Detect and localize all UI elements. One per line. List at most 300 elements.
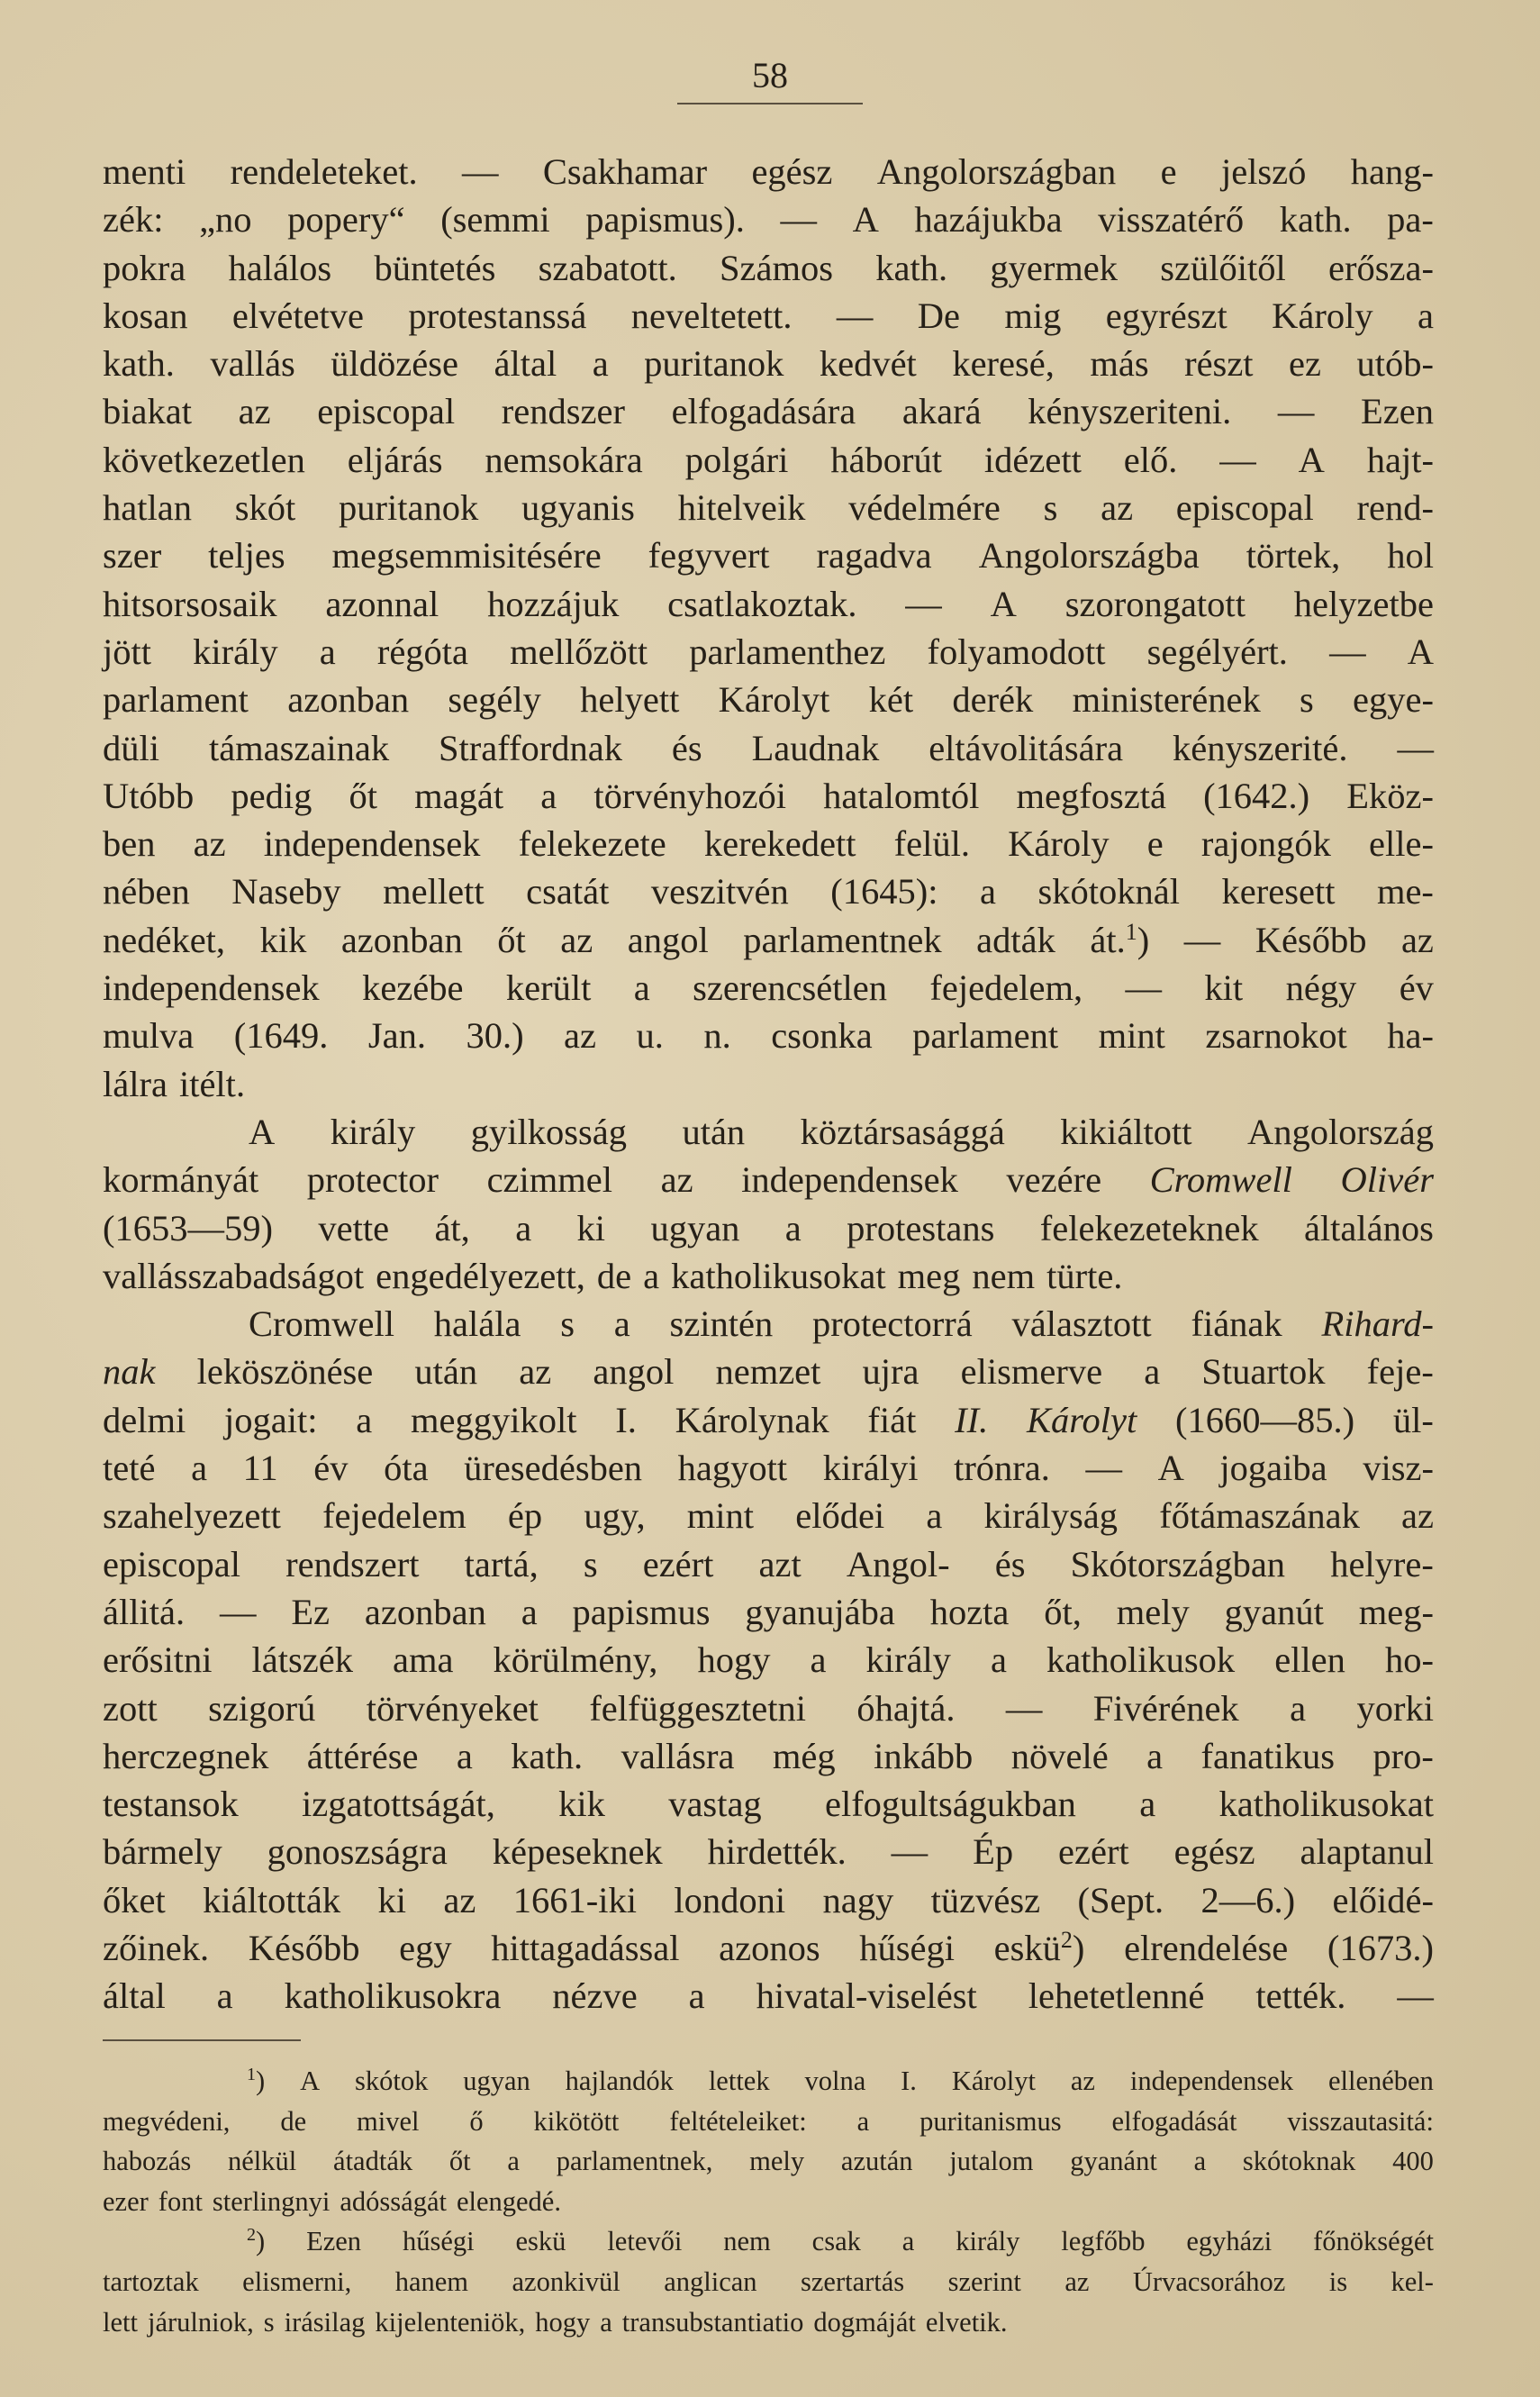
word (384, 1444, 428, 1492)
text-run: Angolországban (876, 151, 1117, 192)
word (926, 2302, 1008, 2343)
word (506, 964, 591, 1012)
text-line (103, 820, 1434, 867)
text-run: I. (901, 2066, 917, 2096)
text-run: mint (686, 1495, 755, 1537)
text-run: keresett (1221, 871, 1336, 912)
word (103, 1156, 258, 1203)
word (440, 195, 549, 243)
text-run: törvényhozói (593, 775, 787, 816)
word (723, 2221, 771, 2262)
footnote-rule (103, 2039, 301, 2041)
text-run: járulniok, (147, 2306, 254, 2338)
word (487, 580, 619, 628)
text-run: ministerének (1072, 679, 1261, 721)
text-run: a (216, 1975, 233, 2017)
word (560, 1300, 575, 1348)
word (830, 867, 938, 915)
word (264, 820, 481, 867)
word (103, 1204, 273, 1252)
text-run: bármely (103, 1831, 222, 1873)
text-run: megfosztá (1016, 775, 1166, 816)
footnote-line (103, 2182, 1434, 2222)
word (894, 820, 970, 867)
text-run: e (1146, 823, 1164, 865)
text-run: Utóbb (103, 775, 195, 816)
word (751, 148, 832, 195)
word (466, 1012, 523, 1059)
word (1150, 1156, 1292, 1203)
word (874, 1732, 973, 1780)
word (1184, 340, 1253, 387)
word (650, 1204, 739, 1252)
text-line (103, 916, 1434, 964)
text-run: Úrvacsorához (1132, 2265, 1286, 2297)
text-run: után (414, 1351, 478, 1393)
word (1158, 1444, 1184, 1492)
text-run: egy (399, 1927, 452, 1968)
text-run: nak (103, 1351, 156, 1393)
word (865, 1636, 950, 1684)
text-run: király (865, 1639, 951, 1681)
word (1106, 292, 1227, 340)
footnote-marker: 2 (1060, 1926, 1073, 1953)
text-run: — (1183, 919, 1221, 960)
text-run: font (158, 2185, 203, 2217)
word (622, 2302, 804, 2343)
text-run: kiáltották (203, 1879, 341, 1920)
text-run: engedélyezett, (376, 1255, 585, 1296)
text-run: utób- (1356, 343, 1434, 385)
word (1280, 195, 1352, 243)
text-line (103, 1348, 1434, 1395)
text-run: azonnal (325, 583, 439, 624)
text-run: (Sept. (1077, 1879, 1164, 1920)
word (103, 2182, 149, 2222)
text-run: Angolországba (978, 535, 1200, 577)
text-run: visszatérő (1098, 199, 1245, 241)
text-run: választott (1011, 1303, 1152, 1345)
text-run: mulva (103, 1015, 195, 1057)
word (877, 148, 1116, 195)
text-run: az (560, 919, 593, 960)
text-run: legfőbb (1061, 2226, 1146, 2257)
text-run: — (1329, 631, 1366, 672)
text-run: királyi (822, 1448, 919, 1489)
text-run: puritanismus (919, 2105, 1062, 2137)
word (1328, 244, 1434, 292)
word (672, 724, 702, 772)
word (1294, 580, 1434, 628)
word (1201, 1732, 1335, 1780)
text-run: gyanujába (745, 1591, 895, 1632)
text-run: régóta (376, 631, 469, 672)
text-run: episcopal (1175, 487, 1314, 529)
word (552, 1972, 637, 2020)
word (224, 1396, 318, 1444)
word (847, 1204, 994, 1252)
word (103, 964, 320, 1012)
text-run: fiát (867, 1399, 917, 1440)
text-run: türte. (1046, 1255, 1123, 1296)
word (1401, 1492, 1434, 1539)
word (1008, 820, 1109, 867)
word (231, 148, 418, 195)
word (331, 1108, 415, 1156)
text-run: halálos (228, 247, 332, 288)
word (1300, 676, 1314, 723)
text-run: hagyott (677, 1448, 788, 1489)
word (1201, 820, 1331, 867)
text-run: segély (448, 679, 541, 721)
text-run: ezért (1058, 1831, 1129, 1873)
text-run: megvédeni, (103, 2105, 231, 2137)
word (1369, 820, 1434, 867)
word (823, 772, 979, 820)
text-run: akará (901, 391, 982, 432)
word (434, 1204, 469, 1252)
word (1400, 964, 1434, 1012)
text-run: óhajtá. (856, 1687, 956, 1729)
text-run: Angolország (1247, 1111, 1434, 1152)
word (103, 484, 192, 531)
word (1246, 531, 1341, 579)
word (103, 292, 188, 340)
text-run: mellőzött (510, 631, 648, 672)
word (1329, 628, 1366, 676)
word (823, 1876, 894, 1924)
word (197, 1348, 374, 1395)
text-run: helyett (580, 679, 680, 721)
text-run: köztársasággá (800, 1111, 1005, 1152)
word (280, 2102, 306, 2142)
text-line (103, 676, 1434, 723)
text-run: szer (103, 535, 162, 577)
word (1243, 2141, 1355, 2182)
text-run: A (249, 1111, 276, 1152)
word (103, 1684, 158, 1732)
text-run: elrendelése (1124, 1927, 1289, 1968)
word (1006, 1684, 1043, 1732)
word (1367, 436, 1434, 484)
text-run: „no (199, 199, 252, 241)
word (689, 1972, 705, 2020)
word (511, 1732, 583, 1780)
text-run: kényszeriteni. (1028, 391, 1232, 432)
word (103, 1588, 185, 1636)
text-run: neveltetett. (630, 295, 793, 336)
text-run: a (507, 2146, 520, 2177)
text-run: ragadva (816, 535, 932, 577)
word (661, 1156, 693, 1203)
text-run: jelszó (1220, 151, 1307, 192)
text-run: őt (349, 775, 377, 816)
text-run: hol (1387, 535, 1434, 577)
word (208, 1684, 315, 1732)
text-run: episcopal (317, 391, 456, 432)
word (1353, 676, 1434, 723)
word (103, 1444, 155, 1492)
word (1071, 2061, 1095, 2102)
word (1186, 2221, 1272, 2262)
text-run: hanem (394, 2265, 469, 2297)
text-run: teté (103, 1448, 156, 1489)
word (780, 195, 817, 243)
word (1205, 1012, 1346, 1059)
text-run: a (319, 631, 336, 672)
text-run: ő (469, 2105, 484, 2137)
text-run: kényszerité. (1173, 727, 1348, 768)
word (540, 772, 557, 820)
word (929, 724, 1123, 772)
word (671, 1252, 885, 1300)
word (434, 1300, 521, 1348)
text-run: év (1399, 967, 1434, 1009)
word (804, 2061, 865, 2102)
text-run: — (461, 151, 499, 192)
text-run: nemsokára (485, 439, 643, 480)
word (1225, 1588, 1324, 1636)
word (242, 2262, 351, 2302)
text-run: czimmel (486, 1159, 613, 1201)
word (812, 1300, 973, 1348)
text-run: egész (751, 151, 833, 192)
text-run: katholikusok (1046, 1639, 1236, 1681)
text-run: s (263, 2306, 275, 2338)
text-run: szahelyezett (103, 1495, 281, 1537)
word (1173, 724, 1348, 772)
text-run: — (1277, 391, 1315, 432)
text-run: segélyért. (1146, 631, 1288, 672)
text-run: eltávolitására (929, 727, 1124, 768)
word (317, 387, 455, 435)
text-run: őt, (1044, 1591, 1082, 1632)
text-run: independensek (741, 1159, 958, 1201)
word (984, 436, 1082, 484)
text-run: de (596, 1255, 632, 1296)
text-run: 2—6.) (1200, 1879, 1296, 1920)
word (1204, 964, 1243, 1012)
word (507, 2141, 520, 2182)
text-run: transubstantiatio (621, 2306, 804, 2338)
text-run: adósságát (340, 2185, 447, 2217)
word (857, 2102, 870, 2142)
word (249, 1924, 360, 1972)
word (235, 484, 296, 531)
word (521, 1588, 538, 1636)
word (856, 1684, 955, 1732)
text-run: üresedésben (464, 1448, 643, 1489)
word (508, 1492, 542, 1539)
text-line (103, 1060, 1434, 1108)
text-run: hajlandók (565, 2066, 674, 2096)
text-run: következetlen (103, 439, 305, 480)
text-run: nemzet (715, 1351, 821, 1393)
text-run: adták (976, 919, 1055, 960)
text-run: hatlan (103, 487, 192, 529)
text-run: independensek (103, 967, 320, 1009)
text-run: lehetetlenné (1028, 1975, 1205, 2017)
text-run: pro- (1372, 1735, 1434, 1776)
word (457, 1732, 473, 1780)
text-run: törvényeket (366, 1687, 539, 1729)
word (217, 1972, 233, 2020)
word (1300, 1828, 1434, 1875)
text-run: menti (103, 151, 186, 192)
word (287, 195, 404, 243)
word (1393, 1396, 1434, 1444)
text-line (103, 1396, 1434, 1444)
word (980, 867, 996, 915)
word (543, 148, 707, 195)
word (1046, 1252, 1122, 1300)
word (493, 1828, 663, 1875)
text-run: protectorrá (812, 1303, 973, 1345)
text-run: angol (593, 1351, 675, 1393)
text-run: a (592, 343, 609, 385)
text-run: állitá. (103, 1591, 186, 1632)
text-run: — (836, 295, 874, 336)
text-run: mely (749, 2146, 805, 2177)
word (1073, 676, 1261, 723)
text-run: zék: (103, 199, 164, 241)
word (1194, 2141, 1207, 2182)
text-run: feje- (1366, 1351, 1434, 1393)
word (1392, 2141, 1434, 2182)
text-run: ben (103, 823, 156, 865)
word (318, 1204, 389, 1252)
text-run: n. (703, 1015, 731, 1057)
text-run: popery“ (287, 199, 405, 241)
text-run: növelé (1010, 1735, 1109, 1776)
text-run: a (643, 1255, 660, 1296)
word (502, 387, 625, 435)
text-line (103, 531, 1434, 579)
text-run: kath. (511, 1735, 584, 1776)
text-run: mint (1098, 1015, 1165, 1057)
word (1028, 387, 1231, 435)
word (898, 1252, 961, 1300)
text-run: a (856, 2105, 870, 2137)
text-run: londoni (674, 1879, 786, 1920)
word (949, 2141, 1033, 2182)
text-run: után (682, 1111, 746, 1152)
word (1289, 340, 1321, 387)
word (972, 1252, 1035, 1300)
text-run: 11 (242, 1448, 278, 1489)
word (231, 867, 340, 915)
word (103, 148, 186, 195)
word (193, 628, 277, 676)
text-run: fiának (1191, 1303, 1282, 1345)
text-run: anglican (664, 2265, 757, 2297)
text-run: hatalomtól (823, 775, 980, 816)
word (991, 580, 1017, 628)
text-run: büntetés (374, 247, 496, 288)
word (664, 2262, 756, 2302)
text-run: egye- (1353, 679, 1434, 721)
word (1385, 1636, 1434, 1684)
word (948, 2262, 1021, 2302)
word (1160, 244, 1286, 292)
word (307, 1732, 419, 1780)
text-run: őt (497, 919, 526, 960)
text-run: pa- (1387, 199, 1434, 241)
text-run: feltételeiket: (669, 2105, 807, 2137)
word (375, 2302, 525, 2343)
text-run: azonos (719, 1927, 820, 1968)
text-run: (1642.) (1203, 775, 1310, 816)
text-run: ellenében (1327, 2066, 1434, 2096)
word (1147, 628, 1288, 676)
word (689, 628, 885, 676)
word (614, 1300, 630, 1348)
text-run: az (1101, 487, 1134, 529)
text-run: átadták (333, 2146, 413, 2177)
word (103, 1828, 222, 1875)
word (103, 1732, 268, 1780)
word (801, 1108, 1005, 1156)
word (1117, 1588, 1190, 1636)
text-run: nézve (552, 1975, 638, 2017)
text-run: hajt- (1366, 439, 1434, 480)
word (1064, 2262, 1089, 2302)
word (1321, 1300, 1434, 1348)
text-run: — (219, 1591, 257, 1632)
text-run: hazájukba (914, 199, 1063, 241)
word (995, 1540, 1026, 1588)
word (830, 436, 942, 484)
text-run: szorongatott (1064, 583, 1246, 624)
word (853, 195, 879, 243)
word (491, 1924, 679, 1972)
word (644, 340, 784, 387)
word (1201, 1876, 1296, 1924)
word (1304, 1204, 1434, 1252)
word (103, 1972, 166, 2020)
text-run: elengedé. (456, 2185, 561, 2217)
word (103, 1348, 155, 1395)
text-run: kath. (875, 247, 948, 288)
word (103, 195, 163, 243)
word (1006, 1156, 1101, 1203)
text-run: nélkül (228, 2146, 297, 2177)
text-run: elfogadását (1111, 2105, 1237, 2137)
text-line (103, 1972, 1434, 2020)
text-run: szintén (669, 1303, 774, 1345)
text-run: herczegnek (103, 1735, 269, 1776)
word (103, 1492, 281, 1539)
text-run: a (191, 1448, 208, 1489)
text-run: csonka (771, 1015, 873, 1057)
word (243, 1444, 278, 1492)
word (863, 1348, 919, 1395)
word (103, 1780, 239, 1828)
text-run: Fivérének (1092, 1687, 1239, 1729)
text-run: meg- (1358, 1591, 1434, 1632)
word (1090, 340, 1148, 387)
word (341, 916, 463, 964)
text-run: u. (636, 1015, 664, 1057)
text-run: puritanok (644, 343, 784, 385)
text-run: fejedelem (322, 1495, 467, 1537)
text-run: skótoknál (1037, 871, 1181, 912)
word (902, 387, 982, 435)
text-run: zsarnokot (1205, 1015, 1347, 1057)
word (628, 916, 709, 964)
word (374, 244, 495, 292)
word (103, 1012, 194, 1059)
